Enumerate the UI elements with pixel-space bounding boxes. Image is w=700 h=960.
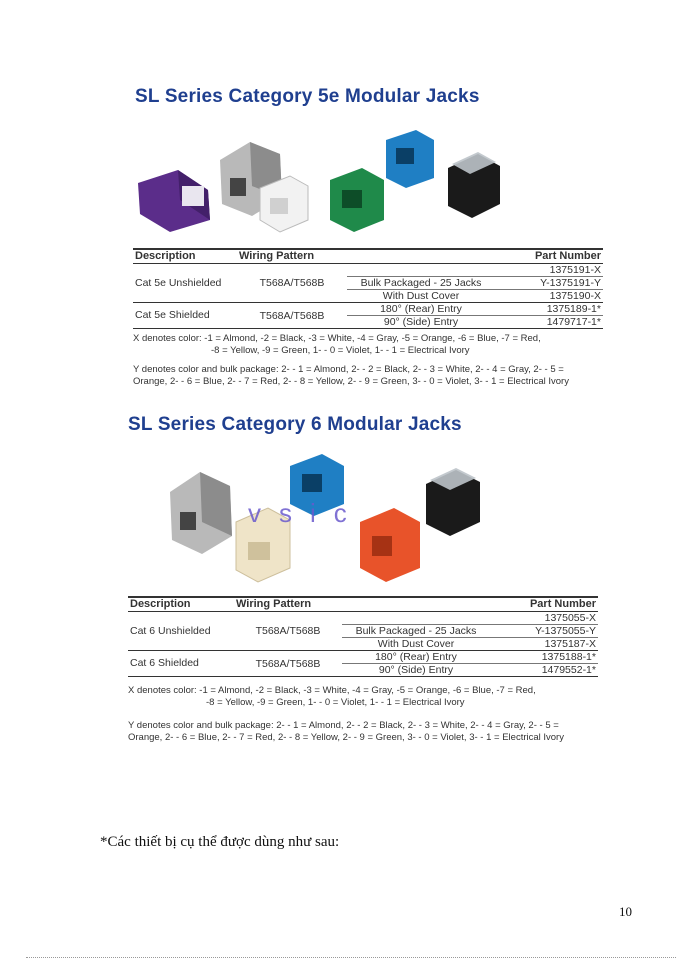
header-part-number: Part Number [495,249,603,264]
footer-caption: *Các thiết bị cụ thể được dùng như sau: [100,834,340,850]
part-number-cell: 1375189-1* [495,303,603,316]
description-cell: Cat 6 Unshielded [128,612,234,651]
part-number-cell: Y-1375055-Y [490,625,598,638]
description-cell: Cat 6 Shielded [128,651,234,677]
part-number-cell: 1479717-1* [495,316,603,329]
spec-table-cat6 [128,596,598,677]
part-number-cell: 1375190-X [495,290,603,303]
description-cell: Cat 5e Unshielded [133,264,237,303]
part-number-cell: 1375191-X [495,264,603,277]
part-number-cell: 1375055-X [490,612,598,625]
header-part-number: Part Number [490,597,598,612]
note-line: Orange, 2- - 6 = Blue, 2- - 7 = Red, 2- - 8 = Yellow, 2- - 9 = Green, 3- - 0 = Violet, 3- - 1 = Electrical Ivory [128,732,564,743]
note-line: Y denotes color and bulk package: 2- - 1 = Almond, 2- - 2 = Black, 2- - 3 = White, 2- - 4 = Gray, 2- - 5 = [128,720,559,731]
note-line: Y denotes color and bulk package: 2- - 1 = Almond, 2- - 2 = Black, 2- - 3 = White, 2- - 4 = Gray, 2- - 5 = [133,364,564,375]
option-cell: 90° (Side) Entry [342,664,490,677]
product-photo-cat5e [130,128,510,238]
header-description: Description [128,597,234,612]
header-wiring-pattern: Wiring Pattern [237,249,347,264]
option-cell [342,612,490,625]
section-title-cat6: SL Series Category 6 Modular Jacks [128,414,462,435]
spec-table-cat5e [133,248,603,329]
part-number-cell: 1375188-1* [490,651,598,664]
part-number-cell: 1375187-X [490,638,598,651]
color-note-y [128,720,618,744]
black-jack-image [448,152,500,218]
wiring-cell: T568A/T568B [237,264,347,303]
description-cell: Cat 5e Shielded [133,303,237,329]
note-line: -8 = Yellow, -9 = Green, 1- - 0 = Violet, 1- - 1 = Electrical Ivory [206,697,465,708]
note-line: X denotes color: -1 = Almond, -2 = Black, -3 = White, -4 = Gray, -5 = Orange, -6 = Blue, -7 = Red, [128,685,536,696]
header-wiring-pattern: Wiring Pattern [234,597,342,612]
option-cell: With Dust Cover [347,290,495,303]
color-note-y [133,364,623,388]
violet-jack-image [138,170,210,232]
part-number-cell: 1479552-1* [490,664,598,677]
option-cell: 90° (Side) Entry [347,316,495,329]
option-cell: With Dust Cover [342,638,490,651]
option-cell: Bulk Packaged - 25 Jacks [342,625,490,638]
watermark-text: vsic [248,498,365,528]
green-jack-image [330,168,384,232]
part-number-cell: Y-1375191-Y [495,277,603,290]
black-jack-image [426,468,480,536]
header-description: Description [133,249,237,264]
page-number: 10 [619,904,632,919]
orange-jack-image [360,508,420,582]
option-cell: 180° (Rear) Entry [342,651,490,664]
option-cell: 180° (Rear) Entry [347,303,495,316]
blue-jack-image [386,130,434,188]
option-cell: Bulk Packaged - 25 Jacks [347,277,495,290]
option-cell [347,264,495,277]
page-bottom-divider [26,957,676,958]
wiring-cell: T568A/T568B [237,303,347,329]
note-line: -8 = Yellow, -9 = Green, 1- - 0 = Violet, 1- - 1 = Electrical Ivory [211,345,470,356]
color-note-x [128,685,608,709]
wiring-cell: T568A/T568B [234,612,342,651]
note-line: X denotes color: -1 = Almond, -2 = Black, -3 = White, -4 = Gray, -5 = Orange, -6 = Blue, -7 = Red, [133,333,541,344]
section-title-cat5e: SL Series Category 5e Modular Jacks [135,86,480,107]
silver-jack-image [170,472,232,554]
color-note-x [133,333,613,357]
note-line: Orange, 2- - 6 = Blue, 2- - 7 = Red, 2- - 8 = Yellow, 2- - 9 = Green, 3- - 0 = Violet, 3- - 1 = Electrical Ivory [133,376,569,387]
wiring-cell: T568A/T568B [234,651,342,677]
